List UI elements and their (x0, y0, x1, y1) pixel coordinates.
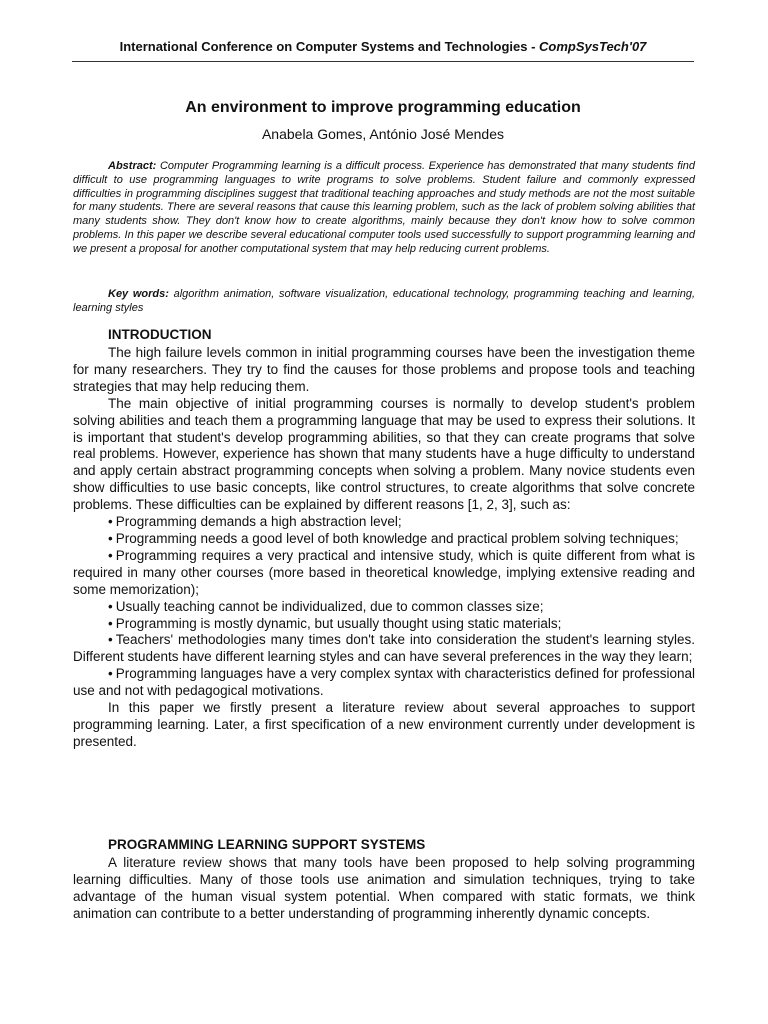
conference-abbreviation: CompSysTech'07 (539, 39, 647, 54)
abstract (73, 160, 695, 257)
paragraph: The main objective of initial programming courses is normally to develop student's problem solving abilities and teach them a programming language that may be used to express their solutions. It is important that student's develop programming abilities, so that they can create programs that solve real problems. However, experience has shown that many students have a huge difficulty to understand and apply certain abstract programming concepts when solving a problem. Many novice students even show difficulties to use basic concepts, like control structures, to create algorithms that solve concrete problems. These difficulties can be explained by different reasons [1, 2, 3], such as: (73, 395, 695, 513)
keywords-text: algorithm animation, software visualization, educational technology, programming teaching and learning, learning styles (73, 288, 695, 314)
bullet-text: Usually teaching cannot be individualized, due to common classes size; (115, 598, 544, 614)
paragraph: The high failure levels common in initial programming courses have been the investigation theme for many researchers. They try to find the causes for those problems and propose tools and teaching strategies that may help reducing them. (73, 345, 695, 394)
bullet-item (73, 548, 695, 599)
paragraph: In this paper we firstly present a literature review about several approaches to support programming learning. Later, a first specification of a new environment currently under development is presented. (73, 700, 695, 749)
introduction-heading: INTRODUCTION (108, 327, 212, 342)
bullet-text: Programming demands a high abstraction level; (115, 514, 402, 530)
bullet-item (73, 616, 695, 633)
keywords (73, 287, 695, 315)
bullet-text: Programming requires a very practical and intensive study, which is quite different from what is required in many other courses (more based in theoretical knowledge, implying extensive reading and some memorization); (73, 547, 695, 597)
bullet-glyph: • (108, 666, 113, 682)
bullet-text: Teachers' methodologies many times don't take into consideration the student's learning styles. Different students have different learning styles and can have several preferences in the way they learn; (73, 632, 695, 665)
keywords-label: Key words: (108, 288, 169, 300)
introduction-body (73, 345, 695, 751)
header-rule (72, 61, 694, 62)
bullet-glyph: • (108, 547, 113, 563)
bullet-text: Programming is mostly dynamic, but usually thought using static materials; (115, 615, 562, 631)
paragraph: A literature review shows that many tools have been proposed to help solving programming learning difficulties. Many of those tools use animation and simulation techniques, trying to take advantage of the human visual system potential. When compared with static formats, we think animation can contribute to a better understanding of programming inherently dynamic concepts. (73, 855, 695, 921)
support-systems-body (73, 855, 695, 923)
paper-authors: Anabela Gomes, António José Mendes (261, 126, 505, 142)
bullet-text: Programming needs a good level of both knowledge and practical problem solving techniques; (115, 530, 679, 546)
bullet-item (73, 632, 695, 666)
bullet-item (73, 514, 695, 531)
bullet-item (73, 599, 695, 616)
bullet-glyph: • (108, 615, 113, 631)
bullet-glyph: • (108, 598, 113, 614)
bullet-glyph: • (108, 530, 113, 546)
conference-name: International Conference on Computer Systems and Technologies - (119, 39, 540, 54)
bullet-item (73, 666, 695, 700)
bullet-item (73, 531, 695, 548)
bullet-text: Programming languages have a very complex syntax with characteristics defined for professional use and not with pedagogical motivations. (73, 666, 696, 699)
bullet-glyph: • (108, 632, 113, 648)
paper-title: An environment to improve programming education (185, 98, 581, 116)
running-header (72, 39, 694, 54)
abstract-label: Abstract: (108, 160, 157, 172)
abstract-text: Computer Programming learning is a difficult process. Experience has demonstrated that many students find difficult to use programming languages to write programs to solve problems. Student failure and commonly expressed difficulties in programming disciplines suggest that traditional teaching approaches and study methods are not the most suitable for many students. There are several reasons that cause this learning problem, such as the lack of problem solving abilities that many students show. They don't know how to create algorithms, mainly because they don't know how to solve common problems. In this paper we describe several educational computer tools used successfully to support programming learning and we present a proposal for another computational system that may help reducing current problems. (73, 160, 696, 255)
bullet-glyph: • (108, 514, 113, 530)
section-heading-support-systems: PROGRAMMING LEARNING SUPPORT SYSTEMS (108, 837, 426, 852)
